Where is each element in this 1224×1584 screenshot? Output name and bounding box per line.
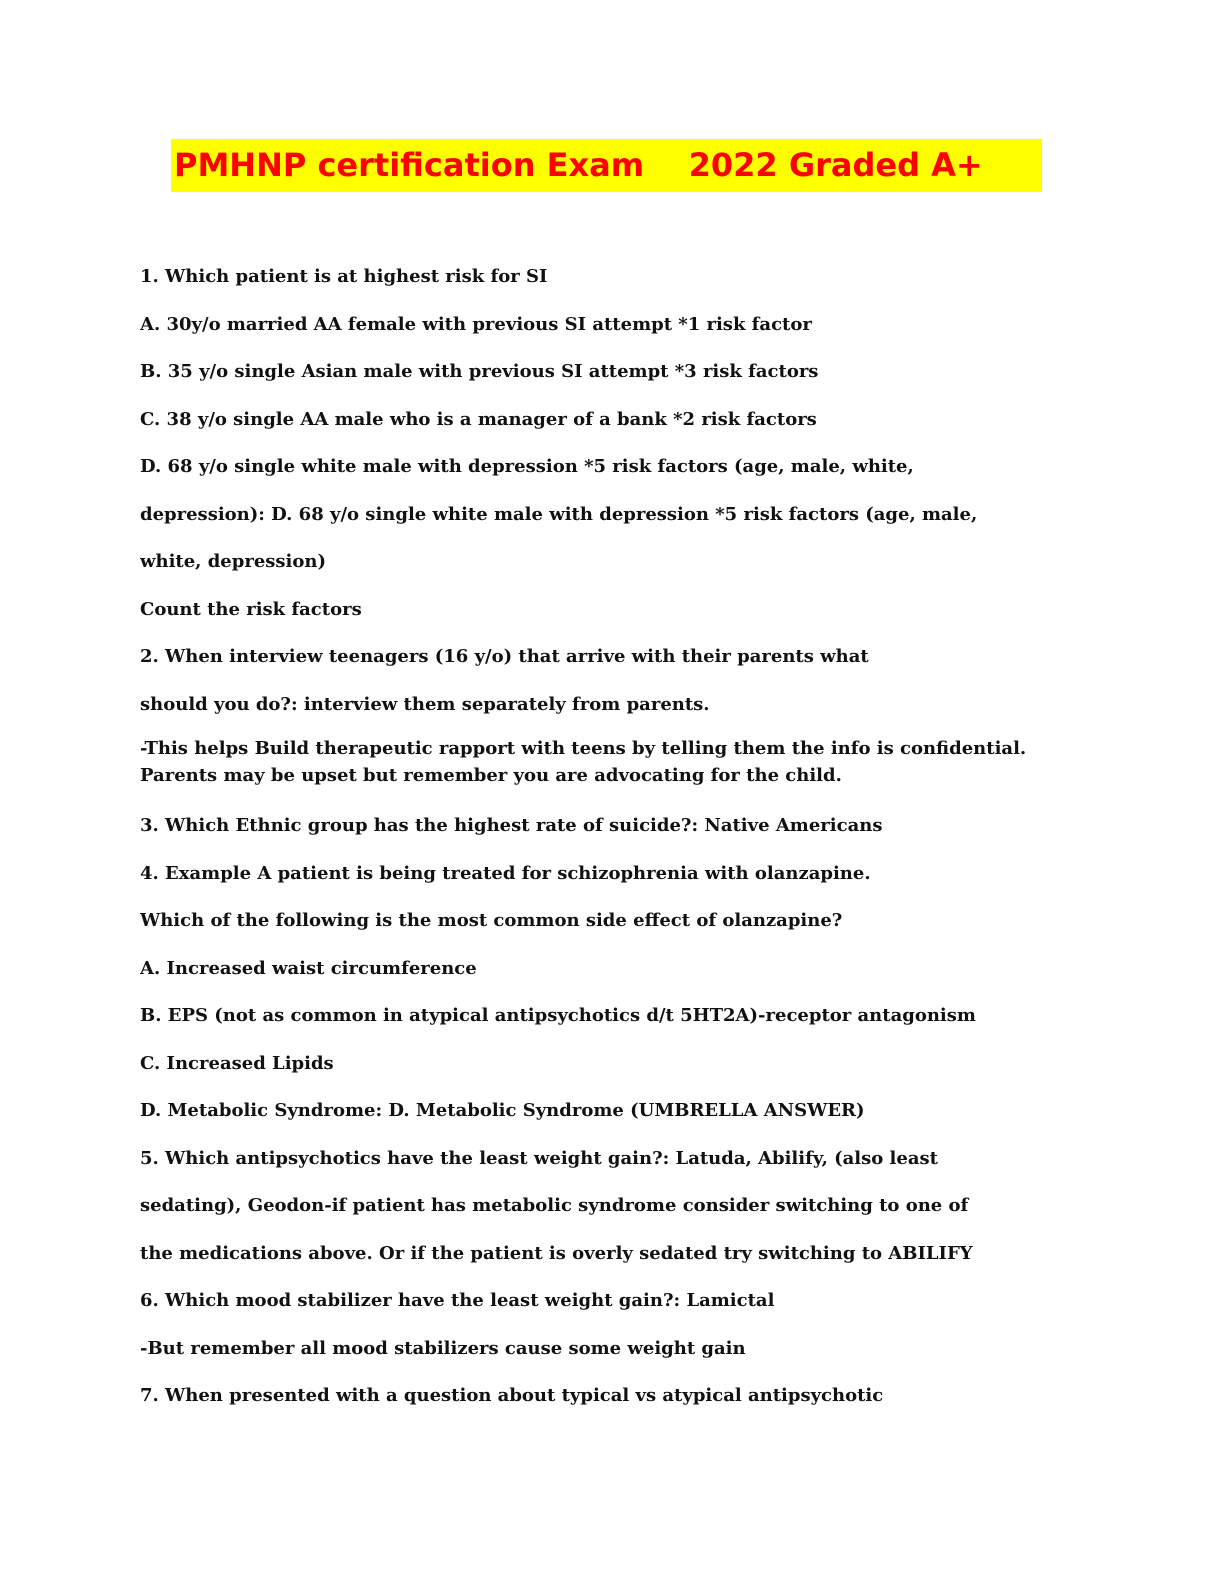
question-4-stem: 4. Example A patient is being treated for schizophrenia with olanzapine. — [140, 862, 871, 884]
question-4-option-c: C. Increased Lipids — [140, 1052, 334, 1074]
document-body — [140, 260, 1060, 1427]
question-1-option-d: D. 68 y/o single white male with depression *5 risk factors (age, male, white, — [140, 456, 914, 477]
question-6-stem: 6. Which mood stabilizer have the least weight gain?: Lamictal — [140, 1290, 775, 1311]
question-1-option-c: C. 38 y/o single AA male who is a manager of a bank *2 risk factors — [140, 408, 817, 430]
document-title: PMHNP certification Exam 2022 Graded A+ — [171, 139, 1042, 192]
question-7-stem: 7. When presented with a question about typical vs atypical antipsychotic — [140, 1385, 884, 1406]
question-1-note: Count the risk factors — [140, 598, 362, 620]
question-2-stem: 2. When interview teenagers (16 y/o) that arrive with their parents what — [140, 646, 869, 667]
question-1-option-a: A. 30y/o married AA female with previous SI attempt *1 risk factor — [140, 313, 812, 335]
question-3: 3. Which Ethnic group has the highest rate of suicide?: Native Americans — [140, 815, 883, 836]
question-1-answer-cont: white, depression) — [140, 551, 326, 572]
question-5-answer-cont: the medications above. Or if the patient is overly sedated try switching to ABILIFY — [140, 1242, 973, 1264]
question-4-option-a: A. Increased waist circumference — [140, 957, 477, 979]
question-5-stem: 5. Which antipsychotics have the least weight gain?: Latuda, Abilify, (also least — [140, 1147, 938, 1169]
question-1-answer: depression): D. 68 y/o single white male with depression *5 risk factors (age, male, — [140, 503, 978, 525]
question-4-option-b: B. EPS (not as common in atypical antipsychotics d/t 5HT2A)-receptor antagonism — [140, 1005, 976, 1026]
question-2-rationale: -This helps Build therapeutic rapport with teens by telling them the info is confidential. Parents may be upset but remember you are advocating for the child. — [140, 738, 1027, 786]
question-4-option-d: D. Metabolic Syndrome: D. Metabolic Syndrome (UMBRELLA ANSWER) — [140, 1100, 865, 1121]
question-6-note: -But remember all mood stabilizers cause some weight gain — [140, 1337, 746, 1359]
question-5-answer: sedating), Geodon-if patient has metabolic syndrome consider switching to one of — [140, 1195, 969, 1216]
question-1-option-b: B. 35 y/o single Asian male with previous SI attempt *3 risk factors — [140, 361, 819, 382]
question-2-answer: should you do?: interview them separately from parents. — [140, 693, 710, 715]
question-1-stem: 1. Which patient is at highest risk for SI — [140, 266, 548, 287]
question-4-question: Which of the following is the most common side effect of olanzapine? — [140, 910, 843, 931]
